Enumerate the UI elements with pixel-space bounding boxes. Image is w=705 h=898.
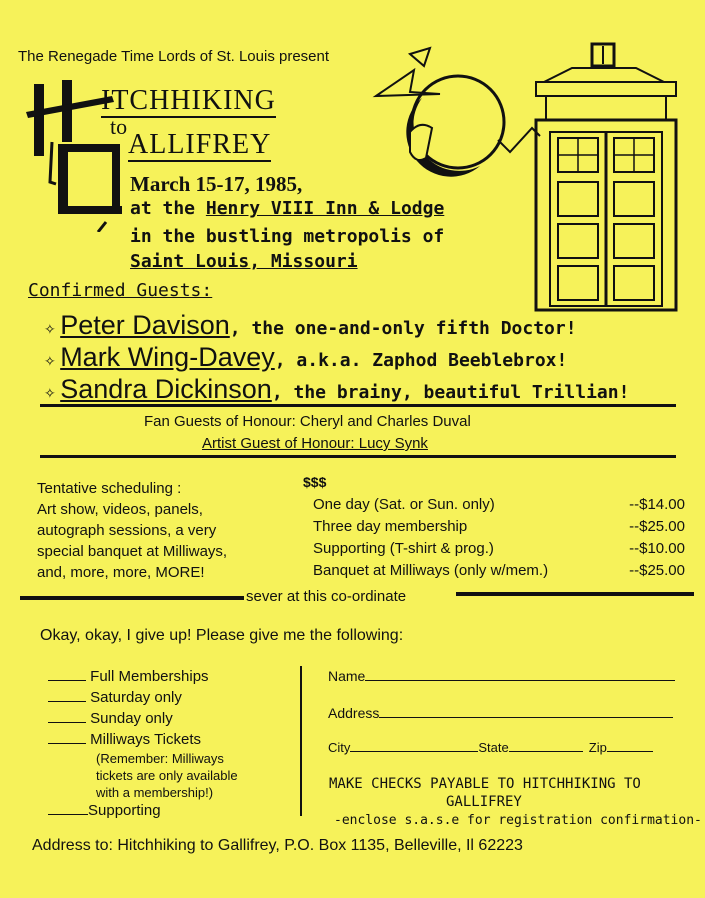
guest-name: Mark Wing-Davey [60, 342, 275, 372]
form-divider [300, 666, 302, 816]
schedule-line: special banquet at Milliways, [37, 543, 228, 560]
price-value: --$14.00 [629, 496, 685, 513]
venue-prefix: at the [130, 198, 196, 219]
price-label: Three day membership [313, 518, 468, 535]
price-value: --$10.00 [629, 540, 685, 557]
title-line-1: ITCHHIKING [101, 85, 276, 116]
schedule-block [37, 478, 227, 583]
price-label: One day (Sat. or Sun. only) [313, 496, 495, 513]
sase-note: -enclose s.a.s.e for registration confirmation- [334, 813, 702, 828]
guest-row [44, 342, 567, 373]
schedule-line: Art show, videos, panels, [37, 501, 203, 518]
fan-guests: Fan Guests of Honour: Cheryl and Charles Duval [144, 413, 471, 430]
option-milliways[interactable]: Milliways Tickets [48, 729, 209, 750]
schedule-line: autograph sessions, a very [37, 522, 217, 539]
venue-line [130, 198, 444, 219]
note-line: with a membership!) [96, 785, 214, 800]
guest-name: Sandra Dickinson [60, 374, 272, 404]
price-table [313, 494, 685, 582]
name-field[interactable]: Name [328, 668, 675, 684]
price-row [313, 538, 685, 560]
city-name: Saint Louis, Missouri [130, 251, 358, 272]
schedule-line: Tentative scheduling : [37, 480, 182, 497]
sever-line-left [20, 596, 244, 600]
guest-desc: , the brainy, beautiful Trillian! [271, 382, 630, 403]
bullet-icon: ✧ [44, 321, 56, 337]
guest-desc: , the one-and-only fifth Doctor! [229, 318, 577, 339]
bullet-icon: ✧ [44, 385, 56, 401]
title-line-3: ALLIFREY [128, 129, 272, 160]
price-row [313, 560, 685, 582]
price-symbol: $$$ [303, 474, 327, 490]
price-label: Supporting (T-shirt & prog.) [313, 540, 494, 557]
planet-illustration-icon [370, 40, 550, 180]
schedule-line: and, more, more, MORE! [37, 564, 205, 581]
sever-text: sever at this co-ordinate [246, 588, 407, 605]
option-full-memberships[interactable]: Full Memberships [48, 666, 209, 687]
guests-heading: Confirmed Guests: [28, 280, 213, 301]
artist-guest: Artist Guest of Honour: Lucy Synk [202, 435, 428, 452]
note-line: tickets are only available [96, 768, 238, 783]
option-supporting[interactable]: Supporting [48, 802, 161, 819]
title-line-2: to [110, 114, 128, 139]
checks-payable: MAKE CHECKS PAYABLE TO HITCHHIKING TO [329, 776, 641, 792]
guest-row [44, 310, 577, 341]
price-value: --$25.00 [629, 562, 685, 579]
guest-row [44, 374, 629, 405]
city-line: in the bustling metropolis of [130, 226, 445, 247]
bullet-icon: ✧ [44, 353, 56, 369]
price-label: Banquet at Milliways (only w/mem.) [313, 562, 549, 579]
guest-desc: , a.k.a. Zaphod Beeblebrox! [274, 350, 568, 371]
price-row [313, 516, 685, 538]
mailing-address: Address to: Hitchhiking to Gallifrey, P.O. Box 1135, Belleville, Il 62223 [32, 837, 523, 854]
presenter-line: The Renegade Time Lords of St. Louis present [18, 48, 330, 65]
guest-name: Peter Davison [60, 310, 230, 340]
note-line: (Remember: Milliways [96, 751, 224, 766]
milliways-note [96, 750, 238, 801]
tardis-illustration-icon [532, 42, 682, 312]
price-value: --$25.00 [629, 518, 685, 535]
address-field[interactable]: Address [328, 705, 673, 721]
option-sunday[interactable]: Sunday only [48, 708, 209, 729]
option-saturday[interactable]: Saturday only [48, 687, 209, 708]
venue-name: Henry VIII Inn & Lodge [205, 198, 445, 219]
checks-payable-2: GALLIFREY [446, 794, 522, 810]
sever-line-right [456, 592, 694, 596]
order-options [48, 666, 209, 750]
price-row [313, 494, 685, 516]
form-intro: Okay, okay, I give up! Please give me the following: [40, 627, 404, 644]
divider [40, 455, 676, 458]
event-date: March 15-17, 1985, [130, 172, 303, 196]
city-state-zip-field[interactable]: City State Zip [328, 740, 653, 755]
divider [40, 404, 676, 407]
